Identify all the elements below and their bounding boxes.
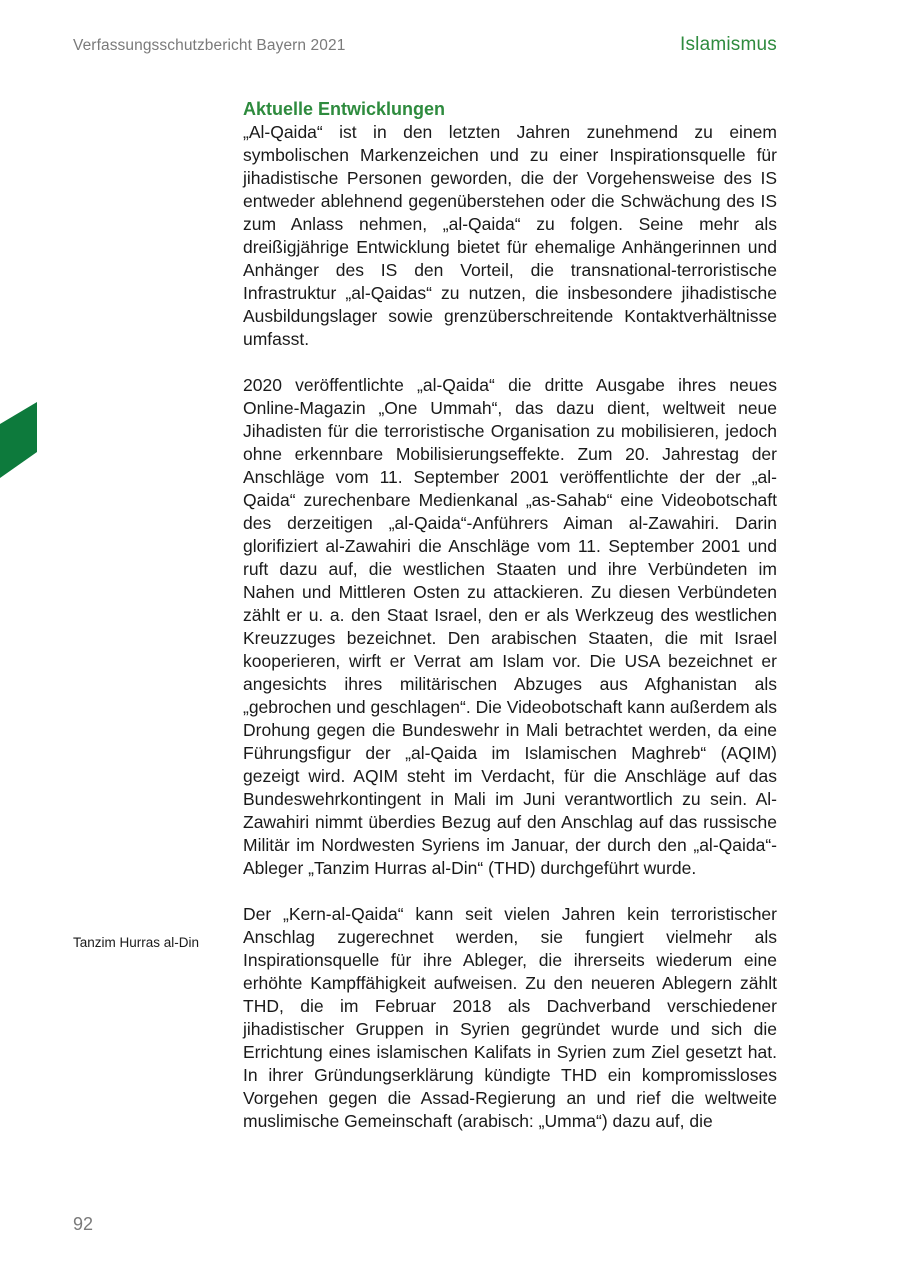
- chapter-tab-marker: [0, 402, 37, 478]
- margin-note: Tanzim Hurras al-Din: [73, 935, 200, 950]
- page-number: 92: [73, 1214, 94, 1234]
- running-header-chapter: Islamismus: [679, 34, 777, 55]
- body-paragraph-3: Der „Kern-al-Qaida“ kann seit vielen Jahren kein terroristischer Anschlag zugerechnet werden, sie fungiert vielmehr als Inspirationsquelle für ihre Ableger, die ihrerseits wiederum eine erhöhte Kampffähigkeit aufweisen. Zu den neueren Ablegern zählt THD, die im Februar 2018 als Dachverband verschiedener jihadistischer Gruppen in Syrien gegründet wurde und sich die Errichtung eines islamischen Kalifats in Syrien zum Ziel gesetzt hat. In ihrer Gründungserklärung kündigte THD ein kompromissloses Vorgehen gegen die Assad-Regierung an und rief die weltweite muslimische Gemeinschaft (arabisch: „Umma“) dazu auf, die: [243, 904, 777, 1131]
- section-heading: Aktuelle Entwicklungen: [243, 99, 446, 119]
- main-content: [243, 98, 777, 1133]
- chapter-tab-shape: [0, 402, 37, 478]
- body-paragraph-1: „Al-Qaida“ ist in den letzten Jahren zunehmend zu einem symbolischen Markenzeichen und zu einer Inspirationsquelle für jihadistische Personen geworden, die der Vorgehensweise des IS entweder ablehnend gegenüberstehen oder die Schwächung des IS zum Anlass nehmen, „al-Qaida“ zu folgen. Seine mehr als dreißigjährige Entwicklung bietet für ehemalige Anhängerinnen und Anhänger des IS den Vorteil, die transnational-terroristische Infrastruktur „al-Qaidas“ zu nutzen, die insbesondere jihadistische Ausbildungslager sowie grenzüberschreitende Kontaktverhältnisse umfasst.: [243, 122, 777, 349]
- paragraph-gap: [243, 351, 777, 374]
- body-paragraph-2: 2020 veröffentlichte „al-Qaida“ die dritte Ausgabe ihres neues Online-Magazin „One Ummah“, das dazu dient, weltweit neue Jihadisten für die terroristische Organisation zu mobilisieren, jedoch ohne erkennbare Mobilisierungseffekte. Zum 20. Jahrestag der Anschläge vom 11. September 2001 veröffentlichte der der „al-Qaida“ zurechenbare Medienkanal „as-Sahab“ eine Videobotschaft des derzeitigen „al-Qaida“-Anführers Aiman al-Zawahiri. Darin glorifiziert al-Zawahiri die Anschläge vom 11. September 2001 und ruft dazu auf, die westlichen Staaten und ihre Verbündeten im Nahen und Mittleren Osten zu attackieren. Zu diesen Verbündeten zählt er u. a. den Staat Israel, den er als Werkzeug des westlichen Kreuzzuges bezeichnet. Den arabischen Staaten, die mit Israel kooperieren, wirft er Verrat am Islam vor. Die USA bezeichnet er angesichts ihres militärischen Abzuges aus Afghanistan als „gebrochen und geschlagen“. Die Videobotschaft kann außerdem als Drohung gegen die Bundeswehr in Mali betrachtet werden, da eine Führungsfigur der „al-Qaida im Islamischen Maghreb“ (AQIM) gezeigt wird. AQIM steht im Verdacht, für die Anschläge auf das Bundeswehrkontingent in Mali im Juni verantwortlich zu sein. Al-Zawahiri nimmt überdies Bezug auf den Anschlag auf das russische Militär im Nordwesten Syriens im Januar, der durch den „al-Qaida“-Ableger „Tanzim Hurras al-Din“ (THD) durchgeführt wurde.: [243, 375, 777, 878]
- paragraph-gap: [243, 880, 777, 903]
- running-header-publication: Verfassungsschutzbericht Bayern 2021: [73, 37, 346, 54]
